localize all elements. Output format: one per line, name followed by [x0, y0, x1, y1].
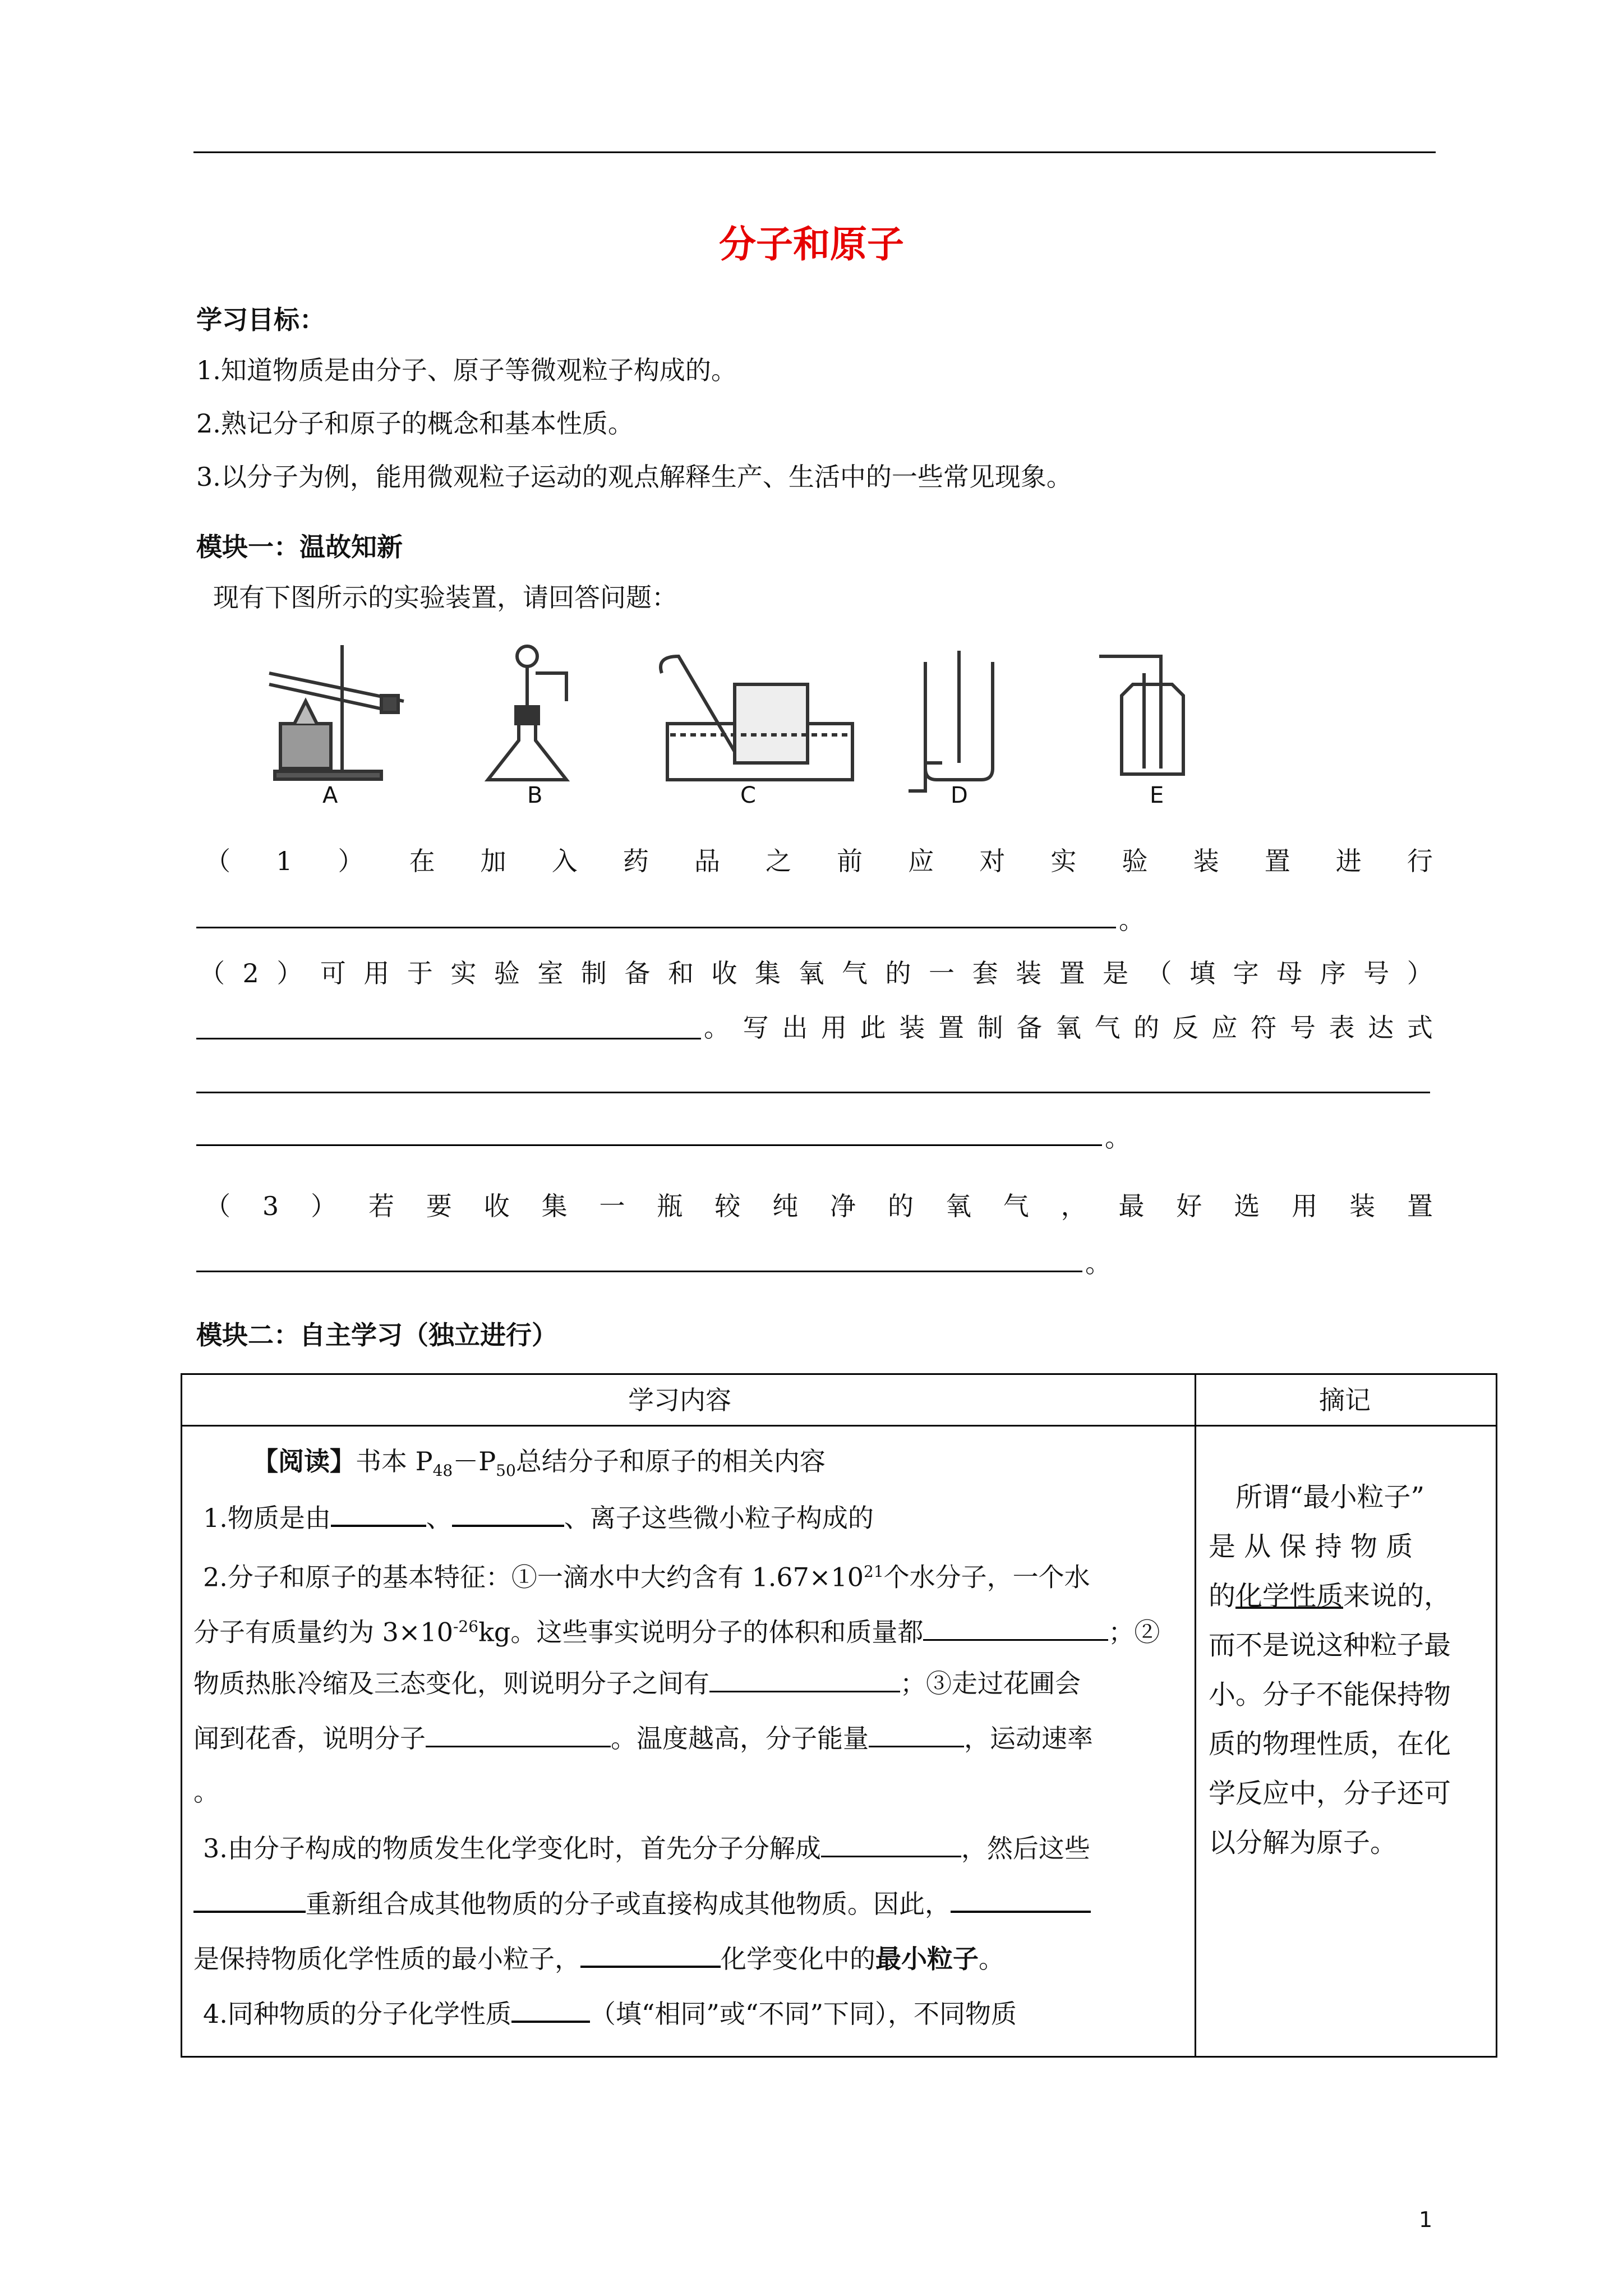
question-char: 的 [887, 1191, 914, 1221]
answer-blank[interactable] [709, 1665, 900, 1692]
question-char: 备 [624, 958, 651, 988]
answer-blank[interactable] [196, 1144, 1102, 1146]
content-item-3-line3: 是保持物质化学性质的最小粒子， 化学变化中的最小粒子。 [193, 1940, 1004, 1976]
header-rule [193, 151, 1436, 153]
question-char: ） [311, 1191, 337, 1221]
question-char: 序 [1320, 958, 1346, 988]
content-item-4-line1: 4.同种物质的分子化学性质 （填“相同”或“不同”下同），不同物质 [203, 1995, 1017, 2031]
table-header-divider [181, 1425, 1497, 1427]
question-char: 室 [537, 958, 564, 988]
answer-blank[interactable] [196, 927, 1116, 928]
answer-blank[interactable] [196, 1092, 1430, 1093]
content-item-2-line4: 闻到花香，说明分子 。温度越高，分子能量 ，运动速率 [193, 1720, 1186, 1755]
question-char: 之 [766, 846, 792, 876]
note-line: 所谓“最小粒子” [1235, 1481, 1425, 1513]
answer-blank[interactable] [196, 1271, 1082, 1272]
question-char: 氧 [798, 958, 824, 988]
question-char: 表 [1329, 1013, 1355, 1043]
question-char: 的 [1133, 1013, 1160, 1043]
question-char: 1 [276, 846, 293, 876]
apparatus-label-c: C [740, 783, 756, 808]
question-char: 。 [704, 1013, 730, 1043]
reading-tag: 【阅读】 [252, 1446, 356, 1476]
question-char: 是 [1103, 958, 1129, 988]
content-item-2-line3: 物质热胀冷缩及三态变化，则说明分子之间有 ；③走过花圃会 [193, 1665, 1081, 1700]
question-char: 对 [979, 846, 1006, 876]
question-char: ， [1061, 1191, 1087, 1221]
question-char: 于 [407, 958, 433, 988]
table-divider-vertical [1195, 1373, 1196, 2058]
question-3-line [205, 1189, 1433, 1223]
question-char: 字 [1233, 958, 1259, 988]
question-char: 收 [483, 1191, 510, 1221]
question-char: 加 [480, 846, 506, 876]
question-char: 净 [830, 1191, 856, 1221]
note-block [1209, 1473, 1489, 1867]
note-line: 学反应中，分子还可 [1209, 1778, 1451, 1809]
question-char: 用 [1292, 1191, 1318, 1221]
objectives-heading: 学习目标： [196, 305, 325, 335]
content-item-1: 1.物质是由 、 、离子这些微小粒子构成的 [203, 1499, 874, 1535]
question-char: 一 [929, 958, 955, 988]
apparatus-a-drawing [269, 645, 404, 779]
column-header-content: 学习内容 [628, 1385, 731, 1415]
question-char: ） [276, 958, 303, 988]
question-char: 用 [820, 1013, 847, 1043]
question-char: 应 [908, 846, 934, 876]
question-char: 3 [262, 1191, 279, 1221]
content-item-3-line1: 3.由分子构成的物质发生化学变化时，首先分子分解成 ，然后这些 [203, 1830, 1090, 1865]
objective-item: 3.以分子为例，能用微观粒子运动的观点解释生产、生活中的一些常见现象。 [196, 462, 1072, 492]
question-char: 反 [1172, 1013, 1198, 1043]
question-char: 号 [1289, 1013, 1316, 1043]
module2-heading: 模块二：自主学习（独立进行） [196, 1320, 557, 1350]
question-char: 在 [409, 846, 435, 876]
question-char: 母 [1276, 958, 1303, 988]
question-char: 套 [972, 958, 998, 988]
question-char: 置 [1264, 846, 1290, 876]
note-line: 的化学性质来说的， [1209, 1580, 1451, 1612]
question-1-end: 。 [1119, 905, 1145, 935]
question-char: 行 [1407, 846, 1433, 876]
apparatus-e-drawing [1099, 656, 1183, 774]
question-char: 装 [899, 1013, 925, 1043]
question-char: 制 [580, 958, 607, 988]
question-char: 制 [977, 1013, 1003, 1043]
answer-blank[interactable] [511, 1995, 590, 2023]
question-char: 写 [743, 1013, 769, 1043]
question-char: 纯 [772, 1191, 799, 1221]
question-char: 验 [494, 958, 520, 988]
question-char: 入 [551, 846, 578, 876]
question-char: 品 [694, 846, 720, 876]
module1-intro: 现有下图所示的实验装置，请回答问题： [213, 582, 677, 613]
answer-blank[interactable] [923, 1613, 1108, 1641]
question-char: 符 [1251, 1013, 1277, 1043]
question-char: 前 [837, 846, 863, 876]
question-char: 用 [363, 958, 390, 988]
question-char: 的 [885, 958, 911, 988]
answer-blank[interactable] [821, 1830, 961, 1857]
content-item-3-line2: 重新组合成其他物质的分子或直接构成其他物质。因此， [193, 1885, 1091, 1921]
question-char: ） [338, 846, 364, 876]
question-char: 气 [1003, 1191, 1029, 1221]
answer-blank[interactable] [426, 1720, 611, 1747]
column-header-notes: 摘记 [1319, 1385, 1371, 1415]
question-char: （ [205, 846, 230, 876]
content-item-2-line5: 。 [193, 1777, 219, 1807]
question-char: 要 [426, 1191, 452, 1221]
question-char: （ [199, 958, 225, 988]
question-char: ） [1407, 958, 1433, 988]
question-char: 此 [860, 1013, 886, 1043]
question-char: 置 [1059, 958, 1085, 988]
question-char: 达 [1368, 1013, 1394, 1043]
question-char: 集 [754, 958, 781, 988]
question-char: 式 [1407, 1013, 1433, 1043]
question-3-end: 。 [1085, 1248, 1111, 1278]
question-char: 集 [541, 1191, 568, 1221]
apparatus-label-b: B [527, 783, 543, 808]
question-char: 药 [623, 846, 649, 876]
question-char: 应 [1211, 1013, 1238, 1043]
question-char: 装 [1193, 846, 1219, 876]
question-char: （ [1146, 958, 1172, 988]
question-1-line [205, 844, 1433, 878]
question-char: 选 [1234, 1191, 1260, 1221]
module1-heading: 模块一：温故知新 [196, 532, 403, 562]
question-char: 和 [667, 958, 694, 988]
note-line: 是 从 保 持 物 质 [1209, 1531, 1413, 1562]
question-char: 可 [320, 958, 346, 988]
question-char: 气 [842, 958, 868, 988]
question-char: 气 [1094, 1013, 1121, 1043]
apparatus-b-drawing [488, 646, 566, 780]
reading-line: 【阅读】书本 $P_{48}-P_{50}$总结分子和原子的相关内容 [252, 1446, 826, 1480]
question-char: 氧 [1055, 1013, 1081, 1043]
apparatus-label-e: E [1150, 783, 1164, 808]
apparatus-label-a: A [322, 783, 338, 808]
page-number: 1 [1419, 2207, 1433, 2232]
note-line: 以分解为原子。 [1209, 1827, 1398, 1858]
question-2-line2 [704, 1011, 1433, 1045]
question-char: 进 [1335, 846, 1362, 876]
question-2-line [199, 956, 1433, 990]
question-char: 验 [1122, 846, 1148, 876]
note-line: 而不是说这种粒子最 [1209, 1630, 1451, 1661]
answer-blank[interactable] [580, 1940, 721, 1968]
question-char: 若 [368, 1191, 394, 1221]
answer-blank[interactable] [869, 1720, 964, 1747]
question-char: 氧 [945, 1191, 971, 1221]
objective-item: 1.知道物质是由分子、原子等微观粒子构成的。 [196, 355, 737, 385]
apparatus-c-drawing [661, 656, 852, 780]
question-char: 2 [242, 958, 259, 988]
objective-item: 2.熟记分子和原子的概念和基本性质。 [196, 408, 634, 439]
apparatus-figure [252, 639, 1206, 813]
apparatus-label-d: D [951, 783, 968, 808]
question-char: 瓶 [657, 1191, 683, 1221]
question-char: 好 [1176, 1191, 1202, 1221]
question-char: 出 [782, 1013, 808, 1043]
question-char: 实 [1050, 846, 1077, 876]
content-item-2-line1: 2.分子和原子的基本特征：①一滴水中大约含有 $1.67\times 10^{21}$个水分子，一个水 [203, 1562, 1090, 1593]
question-char: 实 [450, 958, 477, 988]
question-char: 装 [1016, 958, 1042, 988]
question-2-end: 。 [1105, 1122, 1131, 1153]
answer-blank[interactable] [331, 1499, 426, 1527]
question-char: （ [205, 1191, 230, 1221]
question-char: 装 [1349, 1191, 1376, 1221]
question-char: 最 [1118, 1191, 1145, 1221]
question-char: 填 [1189, 958, 1216, 988]
question-char: 备 [1016, 1013, 1043, 1043]
answer-blank[interactable] [452, 1499, 564, 1527]
question-char: 置 [938, 1013, 964, 1043]
answer-blank[interactable] [951, 1885, 1091, 1913]
question-char: 较 [714, 1191, 741, 1221]
question-char: 一 [599, 1191, 625, 1221]
question-char: 号 [1363, 958, 1390, 988]
question-char: 收 [711, 958, 737, 988]
question-char: 置 [1407, 1191, 1433, 1221]
answer-blank[interactable] [193, 1885, 306, 1913]
note-line: 小。分子不能保持物 [1209, 1679, 1451, 1710]
page-title: 分子和原子 [719, 222, 904, 266]
note-line: 质的物理性质，在化 [1209, 1728, 1451, 1760]
answer-blank[interactable] [196, 1038, 701, 1039]
content-item-2-line2: 分子有质量约为 $3\times 10^{-26}kg$。这些事实说明分子的体积和质量都 ；② [193, 1610, 1186, 1649]
apparatus-d-drawing [909, 651, 993, 791]
